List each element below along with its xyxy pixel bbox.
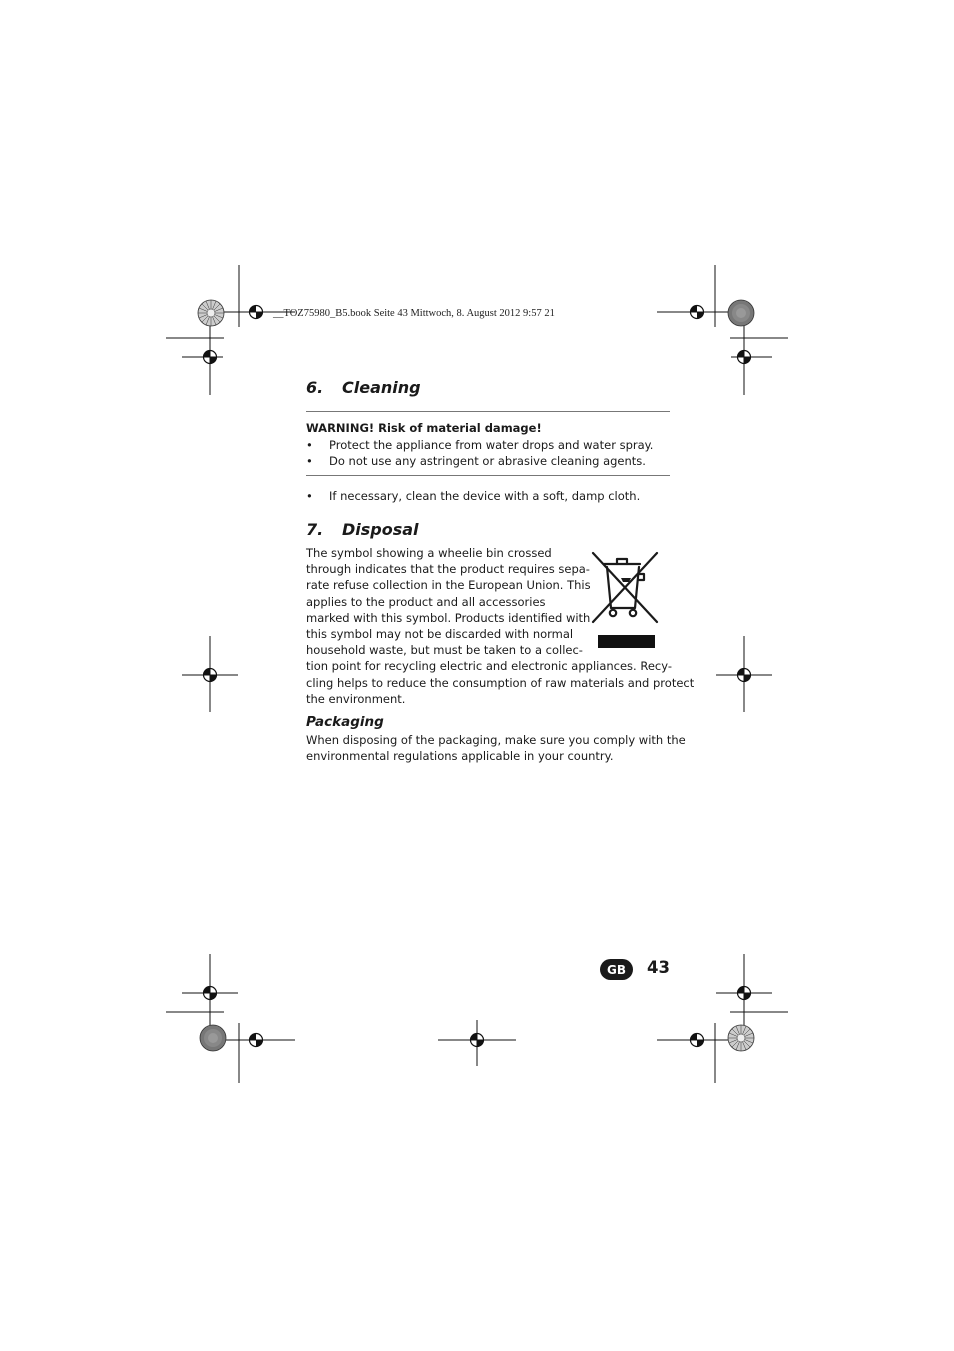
section-title-cleaning (306, 378, 421, 397)
packaging-paragraph: When disposing of the packaging, make sure you comply with the environmental regulations applicable in your country. (306, 733, 686, 764)
warning-box-bottom-rule (306, 475, 670, 476)
warning-box-top-rule (306, 411, 670, 412)
cleaning-list-item: • If necessary, clean the device with a soft, damp cloth. (306, 489, 641, 503)
warning-list-item: • Protect the appliance from water drops and water spray. (306, 438, 654, 452)
file-header: __TOZ75980_B5.book Seite 43 Mittwoch, 8. August 2012 9:57 21 (273, 308, 555, 319)
language-badge: GB (600, 959, 633, 980)
section-title-text: Disposal (342, 520, 419, 539)
section-number: 7. (306, 520, 324, 539)
page-number: 43 (647, 958, 670, 977)
warning-title: WARNING! Risk of material damage! (306, 421, 542, 435)
section-title-disposal (306, 520, 419, 539)
disposal-paragraph: The symbol showing a wheelie bin crossed through indicates that the product requires sepa- rate refuse collection in the European Union. This applies to the product and all accessories marked with this symbol. Products identified with this symbol may not be discarded with normal household waste, but must be taken to a collec- tion point for recycling electric and electronic appliances. Recy- cling helps to reduce the consumption of raw materials and protect the environment. (306, 546, 695, 706)
subsection-title-packaging: Packaging (306, 714, 384, 730)
section-title-text: Cleaning (342, 378, 421, 397)
crossed-out-wheelie-bin-icon (589, 550, 663, 652)
section-number: 6. (306, 378, 324, 397)
warning-list-item: • Do not use any astringent or abrasive cleaning agents. (306, 454, 646, 468)
